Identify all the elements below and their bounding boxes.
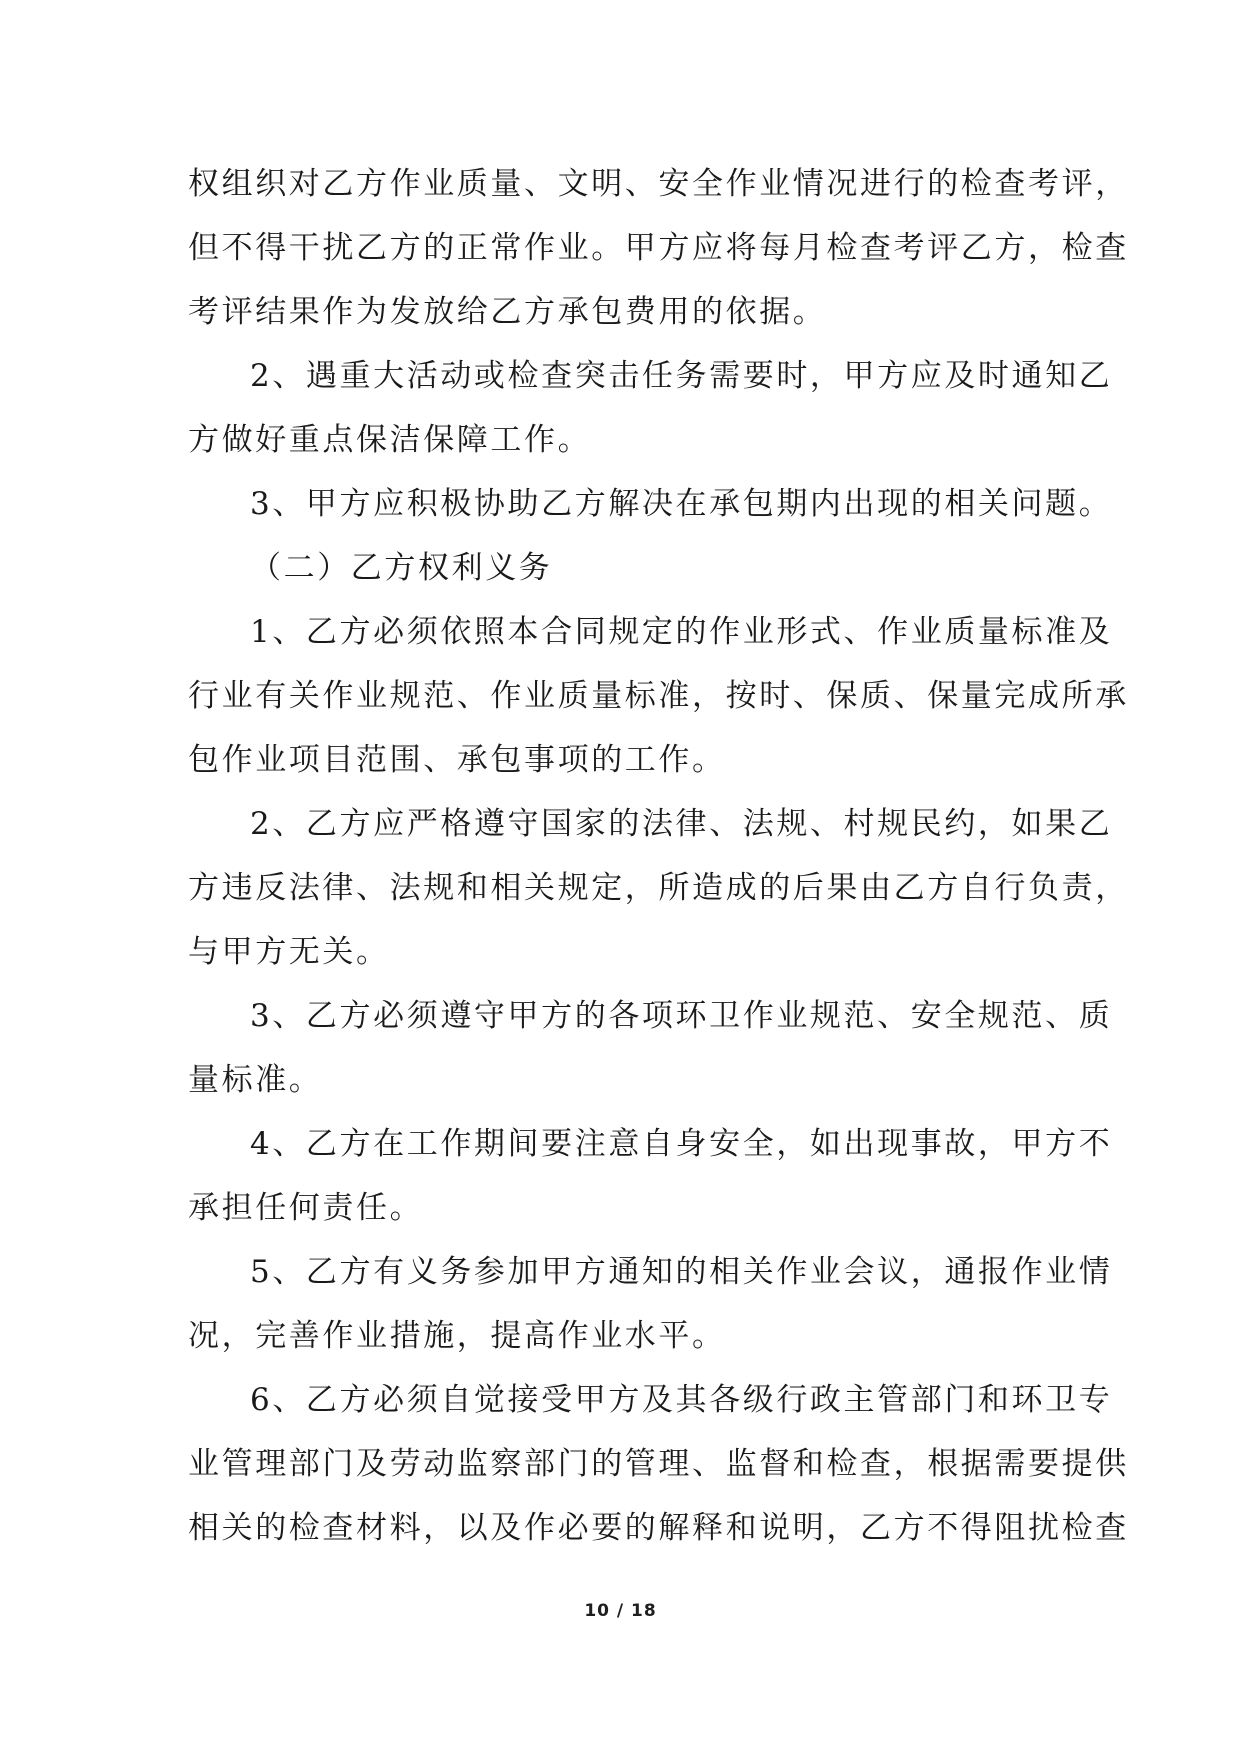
document-body	[188, 152, 1129, 1560]
text-line: 4、乙方在工作期间要注意自身安全，如出现事故，甲方不	[250, 1126, 1113, 1162]
text-line: 3、甲方应积极协助乙方解决在承包期内出现的相关问题。	[250, 486, 1113, 522]
text-line: 但不得干扰乙方的正常作业。甲方应将每月检查考评乙方，检查	[188, 230, 1129, 266]
text-line: 1、乙方必须依照本合同规定的作业形式、作业质量标准及	[250, 614, 1113, 650]
text-line: 包作业项目范围、承包事项的工作。	[188, 742, 726, 778]
text-line: 方违反法律、法规和相关规定，所造成的后果由乙方自行负责，	[188, 870, 1129, 906]
text-line: 6、乙方必须自觉接受甲方及其各级行政主管部门和环卫专	[250, 1382, 1113, 1418]
text-line: 3、乙方必须遵守甲方的各项环卫作业规范、安全规范、质	[250, 998, 1113, 1034]
page-number: 10 / 18	[584, 1601, 657, 1621]
text-line: （二）乙方权利义务	[250, 550, 553, 586]
text-line: 与甲方无关。	[188, 934, 390, 970]
text-line: 况，完善作业措施，提高作业水平。	[188, 1318, 726, 1354]
text-line: 行业有关作业规范、作业质量标准，按时、保质、保量完成所承	[188, 678, 1129, 714]
text-line: 相关的检查材料，以及作必要的解释和说明，乙方不得阻扰检查	[188, 1510, 1129, 1546]
text-line: 量标准。	[188, 1062, 323, 1098]
text-line: 权组织对乙方作业质量、文明、安全作业情况进行的检查考评，	[188, 166, 1129, 202]
text-line: 方做好重点保洁保障工作。	[188, 422, 592, 458]
text-line: 承担任何责任。	[188, 1190, 424, 1226]
text-line: 2、遇重大活动或检查突击任务需要时，甲方应及时通知乙	[250, 358, 1113, 394]
text-line: 考评结果作为发放给乙方承包费用的依据。	[188, 294, 827, 330]
text-line: 5、乙方有义务参加甲方通知的相关作业会议，通报作业情	[250, 1254, 1113, 1290]
text-line: 2、乙方应严格遵守国家的法律、法规、村规民约，如果乙	[250, 806, 1113, 842]
text-line: 业管理部门及劳动监察部门的管理、监督和检查，根据需要提供	[188, 1446, 1129, 1482]
